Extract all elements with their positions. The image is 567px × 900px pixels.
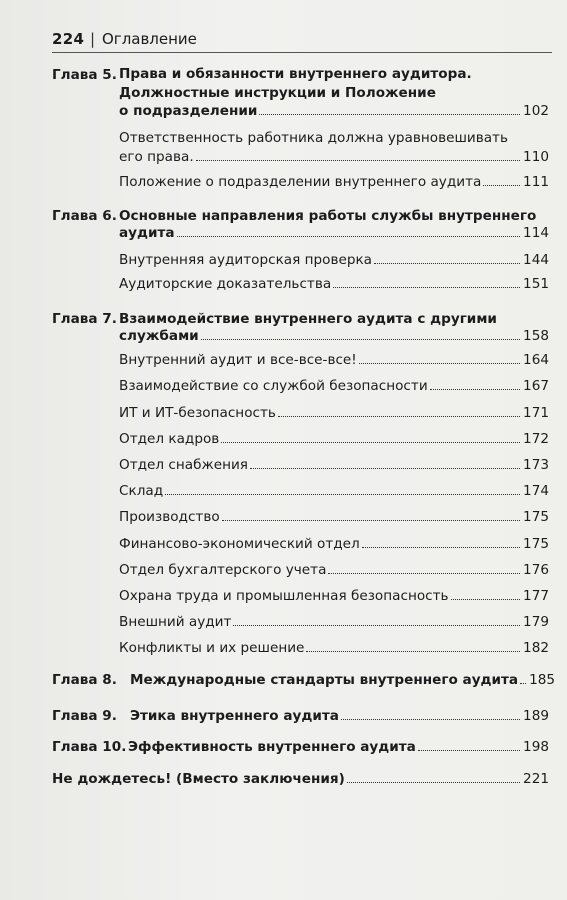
subentry-line: Ответственность работника должна уравновешивать — [119, 130, 508, 146]
toc-subentry: Отдел снабжения 173 — [119, 457, 549, 473]
running-title: Оглавление — [102, 30, 197, 48]
subentry-page: 171 — [523, 405, 549, 421]
chapter-title-line: Основные направления работы службы внутреннего — [119, 208, 537, 224]
chapter-title-line: Должностные инструкции и Положение — [119, 85, 436, 101]
running-header — [52, 30, 552, 54]
toc-subentry: Конфликты и их решение 182 — [119, 640, 549, 656]
toc-subentry: Внутренний аудит и все-все-все! 164 — [119, 352, 549, 368]
subentry-page: 175 — [523, 509, 549, 525]
subentry-page: 167 — [523, 378, 549, 394]
chapter-page: 189 — [523, 708, 549, 724]
subentry-page: 176 — [523, 562, 549, 578]
toc-subentry: Отдел бухгалтерского учета 176 — [119, 562, 549, 578]
toc-subentry: ИТ и ИТ-безопасность 171 — [119, 405, 549, 421]
subentry-page: 151 — [523, 276, 549, 292]
subentry-page: 173 — [523, 457, 549, 473]
chapter-title-last-line: Международные стандарты внутреннего аудита 185 — [130, 672, 556, 688]
conclusion-page: 221 — [523, 771, 549, 787]
chapter-page: 114 — [523, 225, 549, 241]
chapter-title-last-line: Эффективность внутреннего аудита 198 — [128, 739, 549, 755]
chapter-page: 185 — [529, 672, 556, 688]
toc-subentry: Внешний аудит 179 — [119, 614, 549, 630]
chapter-label: Глава 10. — [52, 739, 127, 755]
toc-subentry: Склад 174 — [119, 483, 549, 499]
chapter-title-last-line: о подразделении 102 — [119, 103, 549, 119]
subentry-page: 175 — [523, 536, 549, 552]
toc-subentry: Взаимодействие со службой безопасности 167 — [119, 378, 549, 394]
chapter-title-line: Взаимодействие внутреннего аудита с другими — [119, 311, 497, 327]
subentry-page: 111 — [523, 174, 549, 190]
toc-subentry: Аудиторские доказательства 151 — [119, 276, 549, 292]
chapter-page: 158 — [523, 328, 549, 344]
toc-subentry: Внутренняя аудиторская проверка 144 — [119, 252, 549, 268]
toc-conclusion — [52, 770, 549, 789]
header-rule — [52, 52, 552, 53]
toc-subentry: Финансово-экономический отдел 175 — [119, 536, 549, 552]
subentry-last-line: его права. 110 — [119, 149, 549, 165]
chapter-title-last-line: службами 158 — [119, 328, 549, 344]
chapter-label: Глава 9. — [52, 708, 117, 724]
subentry-page: 179 — [523, 614, 549, 630]
conclusion-title: Не дождетесь! (Вместо заключения) — [52, 771, 345, 787]
chapter-page: 102 — [523, 103, 549, 119]
chapter-label: Глава 8. — [52, 672, 117, 688]
chapter-label: Глава 7. — [52, 311, 117, 327]
subentry-page: 110 — [523, 149, 549, 165]
toc-subentry: Положение о подразделении внутреннего аудита 111 — [119, 174, 549, 190]
subentry-page: 164 — [523, 352, 549, 368]
subentry-page: 177 — [523, 588, 549, 604]
toc-subentry: Отдел кадров 172 — [119, 431, 549, 447]
subentry-page: 174 — [523, 483, 549, 499]
toc-subentry: Производство 175 — [119, 509, 549, 525]
chapter-title-last-line: аудита 114 — [119, 225, 549, 241]
subentry-page: 144 — [523, 252, 549, 268]
chapter-title-last-line: Этика внутреннего аудита 189 — [130, 708, 549, 724]
subentry-page: 182 — [523, 640, 549, 656]
chapter-page: 198 — [523, 739, 549, 755]
chapter-title-line: Права и обязанности внутреннего аудитора. — [119, 66, 472, 82]
header-separator: | — [90, 30, 96, 48]
toc-subentry: Охрана труда и промышленная безопасность 177 — [119, 588, 549, 604]
chapter-label: Глава 5. — [52, 67, 117, 83]
subentry-page: 172 — [523, 431, 549, 447]
page-number: 224 — [52, 30, 85, 48]
chapter-label: Глава 6. — [52, 208, 117, 224]
